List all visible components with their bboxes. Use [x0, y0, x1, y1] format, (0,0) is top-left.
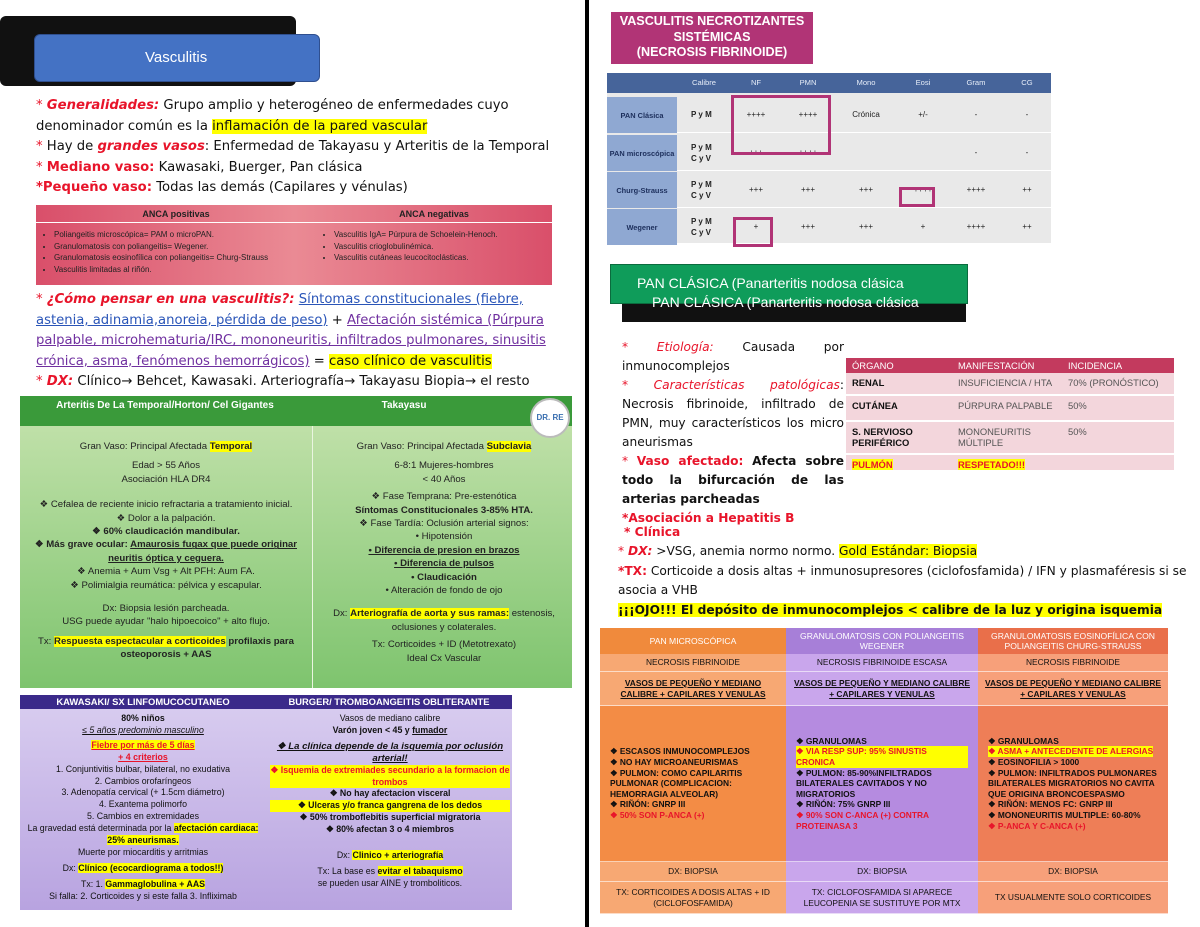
- intro-text: * Generalidades: Grupo amplio y heterogéneo de enfermedades cuyo denominador común es la inflamación de la pared vascular * Hay de grandes vasos: Enfermedad de Takayasu y Arteritis de la Temporal * Mediano vaso: Kawasaki, Buerger, Pan clásica *Pequeño vaso: Todas las demás (Capilares y vénulas): [36, 98, 550, 196]
- comparison-items: [786, 706, 978, 862]
- comparison-item: ❖ NO HAY MICROANEURISMAS: [610, 757, 739, 768]
- anca-negative-item: • Vasculitis crioglobulinémica.: [334, 241, 552, 253]
- table-cell: +/-: [918, 110, 928, 119]
- table-cell: -: [1025, 148, 1029, 157]
- pan-description: * Etiología: Causada por inmunocomplejos * Características patológicas: Necrosis fibrinoide, infiltrado de PMN, muy característicos los micro aneurismas * Vaso afectado: Afecta sobre todo la bifurcación de las arterias parcheadas *Asociación a Hepatitis B: [622, 340, 845, 525]
- comparison-item: ❖ MONONEURITIS MULTIPLE: 60-80%: [988, 809, 1141, 820]
- organ-cell: 50%: [1068, 426, 1087, 437]
- how-to-think-text: * ¿Cómo pensar en una vasculitis?: Síntomas constitucionales (fiebre, astenia, adinamia,anoreia, pérdida de peso) + Afectación sistémica (Púrpura palpable, microhematuria/IRC, mononeuritis, infiltrados pulmonares, sinusitis crónica, asma, fenómenos hemorrágicos) = caso clínico de vasculitis * DX: Clínico→ Behcet, Kawasaki. Arteriografía→ Takayasu Biopia→ el resto: [36, 292, 546, 390]
- table-cell: +++: [858, 185, 873, 194]
- highlight-box: [731, 95, 831, 155]
- table-cell: +++: [748, 185, 763, 194]
- comparison-vessels: VASOS DE PEQUEÑO Y MEDIANO CALIBRE + CAPILARES Y VENULAS: [786, 672, 978, 706]
- anca-positive-column: ANCA positivas • Poliangeitis microscópica= PAM o microPAN. • Granulomatosis con poliangeitis= Wegener. • Granulomatosis eosinofílica con poliangeitis= Churg-Strauss • Vasculitis limitadas al riñón.: [36, 205, 316, 285]
- buerger-column: Vasos de mediano calibre Varón joven < 45 y fumador ❖ La clínica depende de la isquemia por oclusión arterial! ❖ Isquemia de extremiades secundario a la formacion de trombos ❖ No hay afectacion visceral ❖ Ulceras y/o franca gangrena de los dedos ❖ 50% tromboflebitis superficial migratoria ❖ 80% afectan 3 o 4 miembros Dx: Clinico + arteriografía Tx: La base es evitar el tabaquismo se pueden usar AINE y tromboliticos.: [270, 713, 510, 888]
- table-col-header: Calibre: [691, 78, 717, 87]
- table-row: [607, 172, 1051, 208]
- table-row: [607, 209, 1051, 245]
- comparison-header: PAN MICROSCÓPICA: [600, 628, 786, 654]
- comparison-item: ❖ ASMA + ANTECEDENTE DE ALERGIAS: [988, 746, 1154, 757]
- anca-negative-item: • Vasculitis IgA= Púrpura de Schoelein-Henoch.: [334, 229, 552, 241]
- table-row-name: PAN Clásica: [607, 97, 677, 133]
- table-cell: +++: [800, 185, 815, 194]
- table-cell: P y M C y V: [691, 180, 712, 200]
- table-cell: ++++: [966, 222, 986, 231]
- comparison-item: ❖ RIÑÓN: GNRP III: [610, 799, 686, 810]
- comparison-item: ❖ GRANULOMAS: [988, 735, 1059, 746]
- anca-positive-item: • Granulomatosis con poliangeitis= Wegener.: [54, 241, 316, 253]
- comparison-items: [978, 706, 1168, 862]
- table-col-header: Eosi: [915, 78, 931, 87]
- table-cell: -: [974, 110, 978, 119]
- pan-clasica-title: PAN CLÁSICA (Panarteritis nodosa clásica: [610, 264, 968, 304]
- pan-comparison-table: [600, 628, 1168, 914]
- table-col-header: CG: [1021, 78, 1033, 87]
- comparison-necrosis: NECROSIS FIBRINOIDE: [600, 654, 786, 672]
- arteritis-column: Gran Vaso: Principal Afectada Temporal Edad > 55 Años Asociación HLA DR4 ❖ Cefalea de reciente inicio refractaria a tratamiento inicial. ❖ Dolor a la palpación. ❖ 60% claudicación mandibular. ❖ Más grave ocular: Amaurosis fugax que puede originar neuritis óptica y ceguera. ❖ Anemia + Aum Vsg + Alt PFH: Aum FA. ❖ Polimialgia reumática: pélvica y escapular. Dx: Biopsia lesión parcheada. USG puede ayudar "halo hipoecoico" + alto flujo. Tx: Respuesta espectacular a corticoides profilaxis para osteoporosis + AAS: [34, 441, 297, 661]
- comparison-necrosis: NECROSIS FIBRINOIDE: [978, 654, 1168, 672]
- organ-row: [846, 373, 1174, 395]
- organ-cell: PULMÓN: [852, 459, 893, 470]
- page-title: Vasculitis: [34, 34, 320, 82]
- table-cell: P y M C y V: [691, 143, 712, 163]
- comparison-column: [600, 628, 786, 914]
- takayasu-column: Gran Vaso: Principal Afectada Subclavia 6-8:1 Mujeres-hombres < 40 Años ❖ Fase Temprana: Pre-estenótica Síntomas Constitucionales 3-85% HTA. ❖ Fase Tardía: Oclusión arterial signos: • Hipotensión • Diferencia de presion en brazos • Diferencia de pulsos • Claudicación • Alteración de fondo de ojo Dx: Arteriografía de aorta y sus ramas: estenosis, oclusiones y colaterales. Tx: Corticoides + ID (Metotrexato) Ideal Cx Vascular: [333, 441, 555, 664]
- organ-col-header: ÓRGANO: [852, 360, 894, 371]
- table-cell: ++: [1022, 185, 1032, 194]
- anca-positive-item: • Vasculitis limitadas al riñón.: [54, 264, 316, 276]
- organ-cell: 70% (PRONÓSTICO): [1068, 377, 1159, 388]
- anca-positive-item: • Granulomatosis eosinofílica con poliangeitis= Churg-Strauss: [54, 252, 316, 264]
- table-cell: P y M C y V: [691, 217, 712, 237]
- necrotizing-header: VASCULITIS NECROTIZANTES SISTÉMICAS (NECROSIS FIBRINOIDE): [611, 12, 813, 64]
- organ-cell: RESPETADO!!!: [958, 459, 1026, 470]
- comparison-item: ❖ PULMON: COMO CAPILARITIS PULMONAR (COMPLICACION: HEMORRAGIA ALVEOLAR): [610, 767, 743, 799]
- anca-negative-column: ANCA negativas • Vasculitis IgA= Púrpura de Schoelein-Henoch. • Vasculitis crioglobulinémica. • Vasculitis cutáneas leucocitoclásticas.: [316, 205, 552, 285]
- comparison-item: ❖ ESCASOS INMUNOCOMPLEJOS: [610, 746, 750, 757]
- table-cell: -: [1025, 110, 1029, 119]
- table-cell: +++: [748, 148, 763, 157]
- comparison-item: ❖ PULMON: 85-90%INFILTRADOS BILATERALES CAVITADOS Y NO MIGRATORIOS: [796, 767, 932, 799]
- highlight-box: [733, 217, 773, 247]
- table-cell: ++: [1022, 222, 1032, 231]
- organ-row: [846, 396, 1174, 421]
- organ-cell: MONONEURITIS MÚLTIPLE: [958, 426, 1031, 448]
- organ-table: [846, 358, 1174, 472]
- comparison-tx: TX: CICLOFOSFAMIDA SI APARECE LEUCOPENIA SE SUSTITUYE POR MTX: [786, 882, 978, 914]
- comparison-item: ❖ PULMON: INFILTRADOS PULMONARES BILATERALES MIGRATORIOS NO CAVITA QUE ORIGINA BRONCOESPASMO: [988, 767, 1157, 799]
- comparison-dx: DX: BIOPSIA: [786, 862, 978, 882]
- comparison-item: ❖ P-ANCA Y C-ANCA (+): [988, 820, 1086, 831]
- organ-cell: INSUFICIENCIA / HTA: [958, 377, 1053, 388]
- table-col-header: Mono: [856, 78, 876, 87]
- comparison-header: GRANULOMATOSIS EOSINOFÍLICA CON POLIANGEITIS CHURG-STRAUSS: [978, 628, 1168, 654]
- dr-re-logo: DR. RE: [530, 398, 570, 438]
- organ-cell: RENAL: [852, 377, 885, 388]
- comparison-items: [600, 706, 786, 862]
- comparison-vessels: VASOS DE PEQUEÑO Y MEDIANO CALIBRE + CAPILARES Y VENULAS: [600, 672, 786, 706]
- table-cell: +: [920, 222, 926, 231]
- anca-positive-item: • Poliangeitis microscópica= PAM o microPAN.: [54, 229, 316, 241]
- table-cell: ++++: [798, 110, 818, 119]
- table-col-header: PMN: [799, 78, 817, 87]
- comparison-item: ❖ RIÑÓN: 75% GNRP III: [796, 799, 891, 810]
- organ-cell: S. NERVIOSO PERIFÉRICO: [852, 426, 913, 448]
- pan-dx-tx: * Clínica * DX: >VSG, anemia normo normo. Gold Estándar: Biopsia *TX: Corticoide a dosis altas + inmunosupresores (ciclofosfamida) / IFN y plasmaféresis si se asocia a VHB ¡¡¡OJO!!! El depósito de inmunocomplejos < calibre de la luz y origina isquemia: [618, 525, 1187, 617]
- organ-col-header: INCIDENCIA: [1068, 360, 1123, 371]
- organ-cell: CUTÁNEA: [852, 400, 898, 411]
- table-col-header: Gram: [966, 78, 986, 87]
- arteritis-takayasu-table: Arteritis De La Temporal/Horton/ Cel Gigantes Takayasu DR. RE Gran Vaso: Principal Afectada Temporal Edad > 55 Años Asociación HLA DR4 ❖ Cefalea de reciente inicio refractaria a tratamiento inicial. ❖ Dolor a la palpación. ❖ 60% claudicación mandibular. ❖ Más grave ocular: Amaurosis fugax que puede originar neuritis óptica y ceguera. ❖ Anemia + Aum Vsg + Alt PFH: Aum FA. ❖ Polimialgia reumática: pélvica y escapular. Dx: Biopsia lesión parcheada. USG puede ayudar "halo hipoecoico" + alto flujo. Tx: Respuesta espectacular a corticoides profilaxis para osteoporosis + AAS Gran Vaso: Principal Afectada Subclavia 6-8:1 Mujeres-hombres < 40 Años ❖ Fase Temprana: Pre-estenótica Síntomas Constitucionales 3-85% HTA. ❖ Fase Tardía: Oclusión arterial signos: • Hipotensión • Diferencia de presion en brazos • Diferencia de pulsos • Claudicación • Alteración de fondo de ojo Dx: Arteriografía de aorta y sus ramas: estenosis, oclusiones y colaterales. Tx: Corticoides + ID (Metotrexato) Ideal Cx Vascular: [20, 396, 572, 688]
- table-cell: Crónica: [852, 110, 880, 119]
- table-row-name: PAN microscópica: [607, 135, 677, 171]
- table-cell: +++: [800, 222, 815, 231]
- anca-negative-item: • Vasculitis cutáneas leucocitoclásticas.: [334, 252, 552, 264]
- highlight-box: [899, 187, 935, 207]
- anca-table: [36, 205, 552, 285]
- comparison-vessels: VASOS DE PEQUEÑO Y MEDIANO CALIBRE + CAPILARES Y VENULAS: [978, 672, 1168, 706]
- organ-row: [846, 422, 1174, 454]
- organ-col-header: MANIFESTACIÓN: [958, 360, 1035, 371]
- comparison-item: ❖ 90% SON C-ANCA (+) CONTRA PROTEINASA 3: [796, 809, 929, 831]
- table-cell: P y M: [691, 110, 712, 119]
- comparison-item: ❖ RIÑÓN: MENOS FC: GNRP III: [988, 799, 1113, 810]
- comparison-column: [786, 628, 978, 914]
- table-cell: -: [974, 148, 978, 157]
- organ-row: [846, 455, 1174, 471]
- comparison-dx: DX: BIOPSIA: [978, 862, 1168, 882]
- comparison-item: ❖ 50% SON P-ANCA (+): [610, 809, 705, 820]
- comparison-item: ❖ GRANULOMAS: [796, 735, 867, 746]
- kawasaki-column: 80% niños ≤ 5 años predominio masculino Fiebre por más de 5 días + 4 criterios 1. Conjuntivitis bulbar, bilateral, no exudativa 2. Cambios orofaríngeos 3. Adenopatía cervical (+ 1.5cm diámetro) 4. Exantema polimorfo 5. Cambios en extremidades La gravedad está determinada por la afectación cardiaca: 25% aneurismas. Muerte por miocarditis y arritmias Dx: Clínico (ecocardiograma a todos!!) Tx: 1. Gammaglobulina + AAS Si falla: 2. Corticoides y si este falla 3. Infliximab: [27, 713, 259, 901]
- necrotizing-table: [607, 73, 1051, 243]
- kawasaki-buerger-table: KAWASAKI/ SX LINFOMUCOCUTANEO BURGER/ TROMBOANGEITIS OBLITERANTE 80% niños ≤ 5 años predominio masculino Fiebre por más de 5 días + 4 criterios 1. Conjuntivitis bulbar, bilateral, no exudativa 2. Cambios orofaríngeos 3. Adenopatía cervical (+ 1.5cm diámetro) 4. Exantema polimorfo 5. Cambios en extremidades La gravedad está determinada por la afectación cardiaca: 25% aneurismas. Muerte por miocarditis y arritmias Dx: Clínico (ecocardiograma a todos!!) Tx: 1. Gammaglobulina + AAS Si falla: 2. Corticoides y si este falla 3. Infliximab Vasos de mediano calibre Varón joven < 45 y fumador ❖ La clínica depende de la isquemia por oclusión arterial! ❖ Isquemia de extremiades secundario a la formacion de trombos ❖ No hay afectacion visceral ❖ Ulceras y/o franca gangrena de los dedos ❖ 50% tromboflebitis superficial migratoria ❖ 80% afectan 3 o 4 miembros Dx: Clinico + arteriografía Tx: La base es evitar el tabaquismo se pueden usar AINE y tromboliticos.: [20, 695, 512, 910]
- table-cell: ++++: [746, 110, 766, 119]
- pan-clasica-title-echo: PAN CLÁSICA (Panarteritis nodosa clásica: [652, 294, 919, 310]
- comparison-tx: TX: CORTICOIDES A DOSIS ALTAS + ID (CICLOFOSFAMIDA): [600, 882, 786, 914]
- table-cell: ++++: [913, 185, 933, 194]
- comparison-tx: TX USUALMENTE SOLO CORTICOIDES: [978, 882, 1168, 914]
- page-divider: [585, 0, 589, 927]
- table-col-header: NF: [750, 78, 762, 87]
- organ-cell: 50%: [1068, 400, 1087, 411]
- comparison-header: GRANULOMATOSIS CON POLIANGEITIS WEGENER: [786, 628, 978, 654]
- table-cell: +++: [858, 222, 873, 231]
- comparison-item: ❖ EOSINOFILIA > 1000: [988, 757, 1080, 768]
- comparison-item: ❖ VIA RESP SUP: 95% SINUSTIS CRONICA: [796, 746, 968, 767]
- table-cell: ++++: [966, 185, 986, 194]
- organ-cell: PÚRPURA PALPABLE: [958, 400, 1053, 411]
- comparison-column: [978, 628, 1168, 914]
- comparison-dx: DX: BIOPSIA: [600, 862, 786, 882]
- table-cell: +: [753, 222, 759, 231]
- table-row-name: Churg-Strauss: [607, 172, 677, 208]
- table-row-name: Wegener: [607, 209, 677, 245]
- comparison-necrosis: NECROSIS FIBRINOIDE ESCASA: [786, 654, 978, 672]
- table-cell: ++++: [798, 148, 818, 157]
